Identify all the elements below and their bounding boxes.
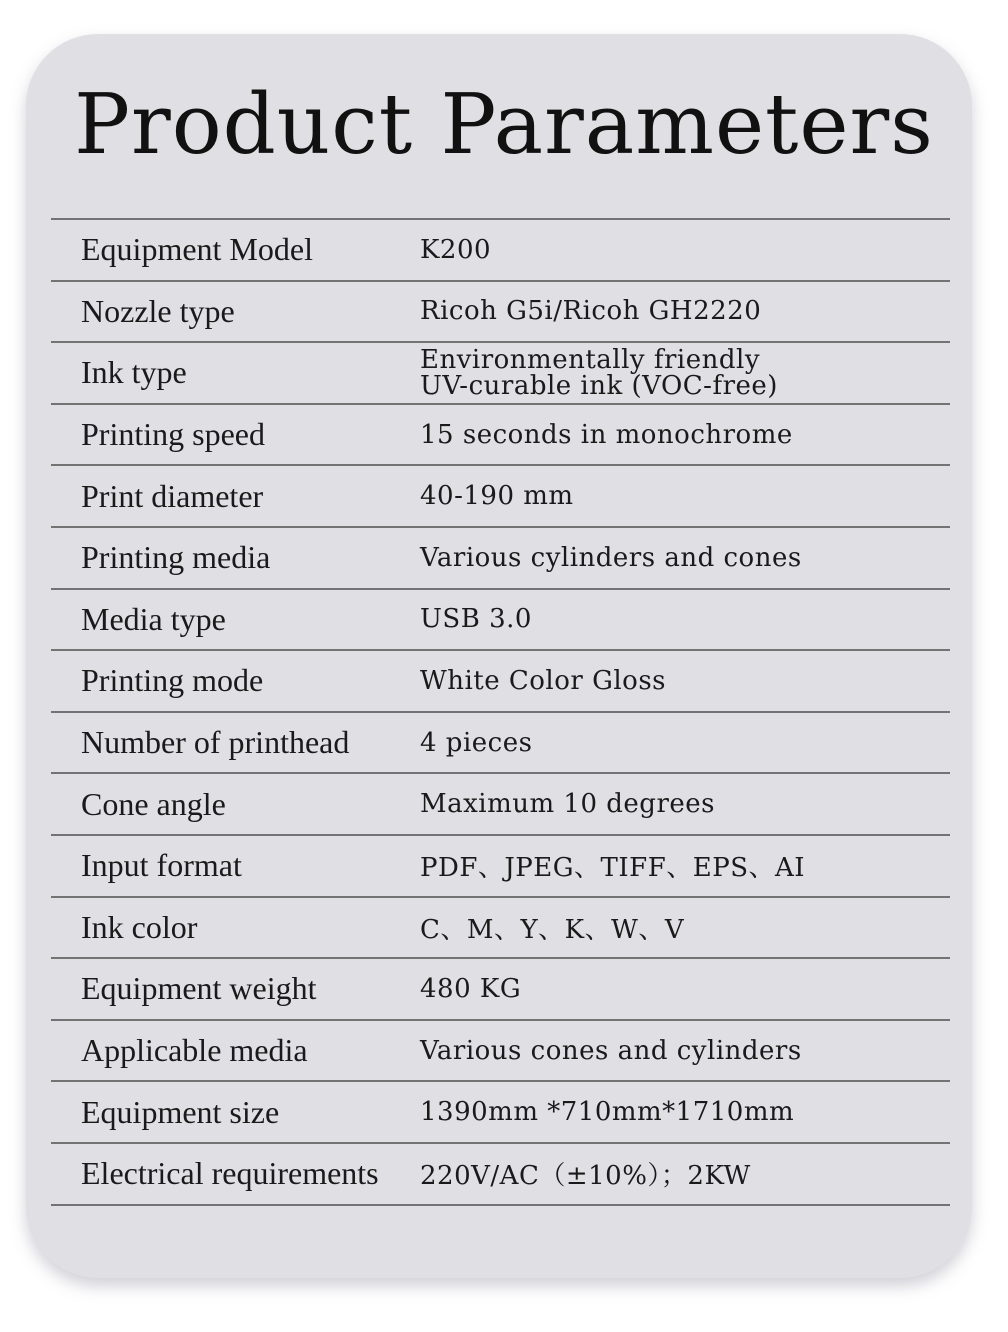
table-row-ink-type [51,343,950,405]
param-value: 15 seconds in monochrome [420,419,793,450]
param-value-line-1: Environmentally friendly [420,344,761,375]
param-value [420,343,778,403]
table-row-printing-media [51,528,950,590]
param-value: Various cones and cylinders [420,1035,802,1066]
table-row-printing-speed [51,405,950,467]
param-value: 40-190 mm [420,481,574,512]
table-row-print-diameter [51,466,950,528]
param-value-line-2: UV-curable ink (VOC-free) [420,370,778,401]
param-value: 1390mm *710mm*1710mm [420,1097,795,1128]
param-value: Various cylinders and cones [420,542,802,573]
param-value: PDF、JPEG、TIFF、EPS、AI [420,853,806,884]
param-label: Number of printhead [81,724,350,761]
param-label: Equipment size [81,1093,280,1130]
table-row-nozzle-type [51,282,950,344]
param-value: 480 KG [420,973,522,1004]
table-row-equipment-size [51,1082,950,1144]
table-row-input-format [51,836,950,898]
parameters-table [51,218,950,1206]
param-label: Printing mode [81,662,264,699]
page-title: Product Parameters [74,76,934,173]
param-value: C、M、Y、K、W、V [420,914,685,945]
table-row-electrical-requirements [51,1144,950,1206]
param-label: Nozzle type [81,292,235,329]
table-row-cone-angle [51,774,950,836]
param-label: Electrical requirements [81,1155,379,1192]
param-value: 220V/AC（±10%）；2KW [420,1161,751,1192]
param-value: K200 [420,234,492,265]
table-row-number-of-printhead [51,713,950,775]
param-label: Equipment weight [81,970,317,1007]
param-label: Printing media [81,539,271,576]
table-row-media-type [51,590,950,652]
param-value: 4 pieces [420,727,533,758]
table-row-printing-mode [51,651,950,713]
table-row-equipment-weight [51,959,950,1021]
param-label: Applicable media [81,1032,308,1069]
param-label: Ink color [81,908,198,945]
table-row-ink-color [51,898,950,960]
param-label: Printing speed [81,416,265,453]
param-value: USB 3.0 [420,604,532,635]
table-row-applicable-media [51,1021,950,1083]
param-value: White Color Gloss [420,665,667,696]
param-label: Equipment Model [81,231,313,268]
param-label: Print diameter [81,477,264,514]
param-label: Input format [81,847,242,884]
table-row-equipment-model [51,220,950,282]
param-value: Ricoh G5i/Ricoh GH2220 [420,296,762,327]
param-value: Maximum 10 degrees [420,789,715,820]
param-label: Cone angle [81,785,226,822]
param-label: Ink type [81,354,187,391]
param-label: Media type [81,600,226,637]
